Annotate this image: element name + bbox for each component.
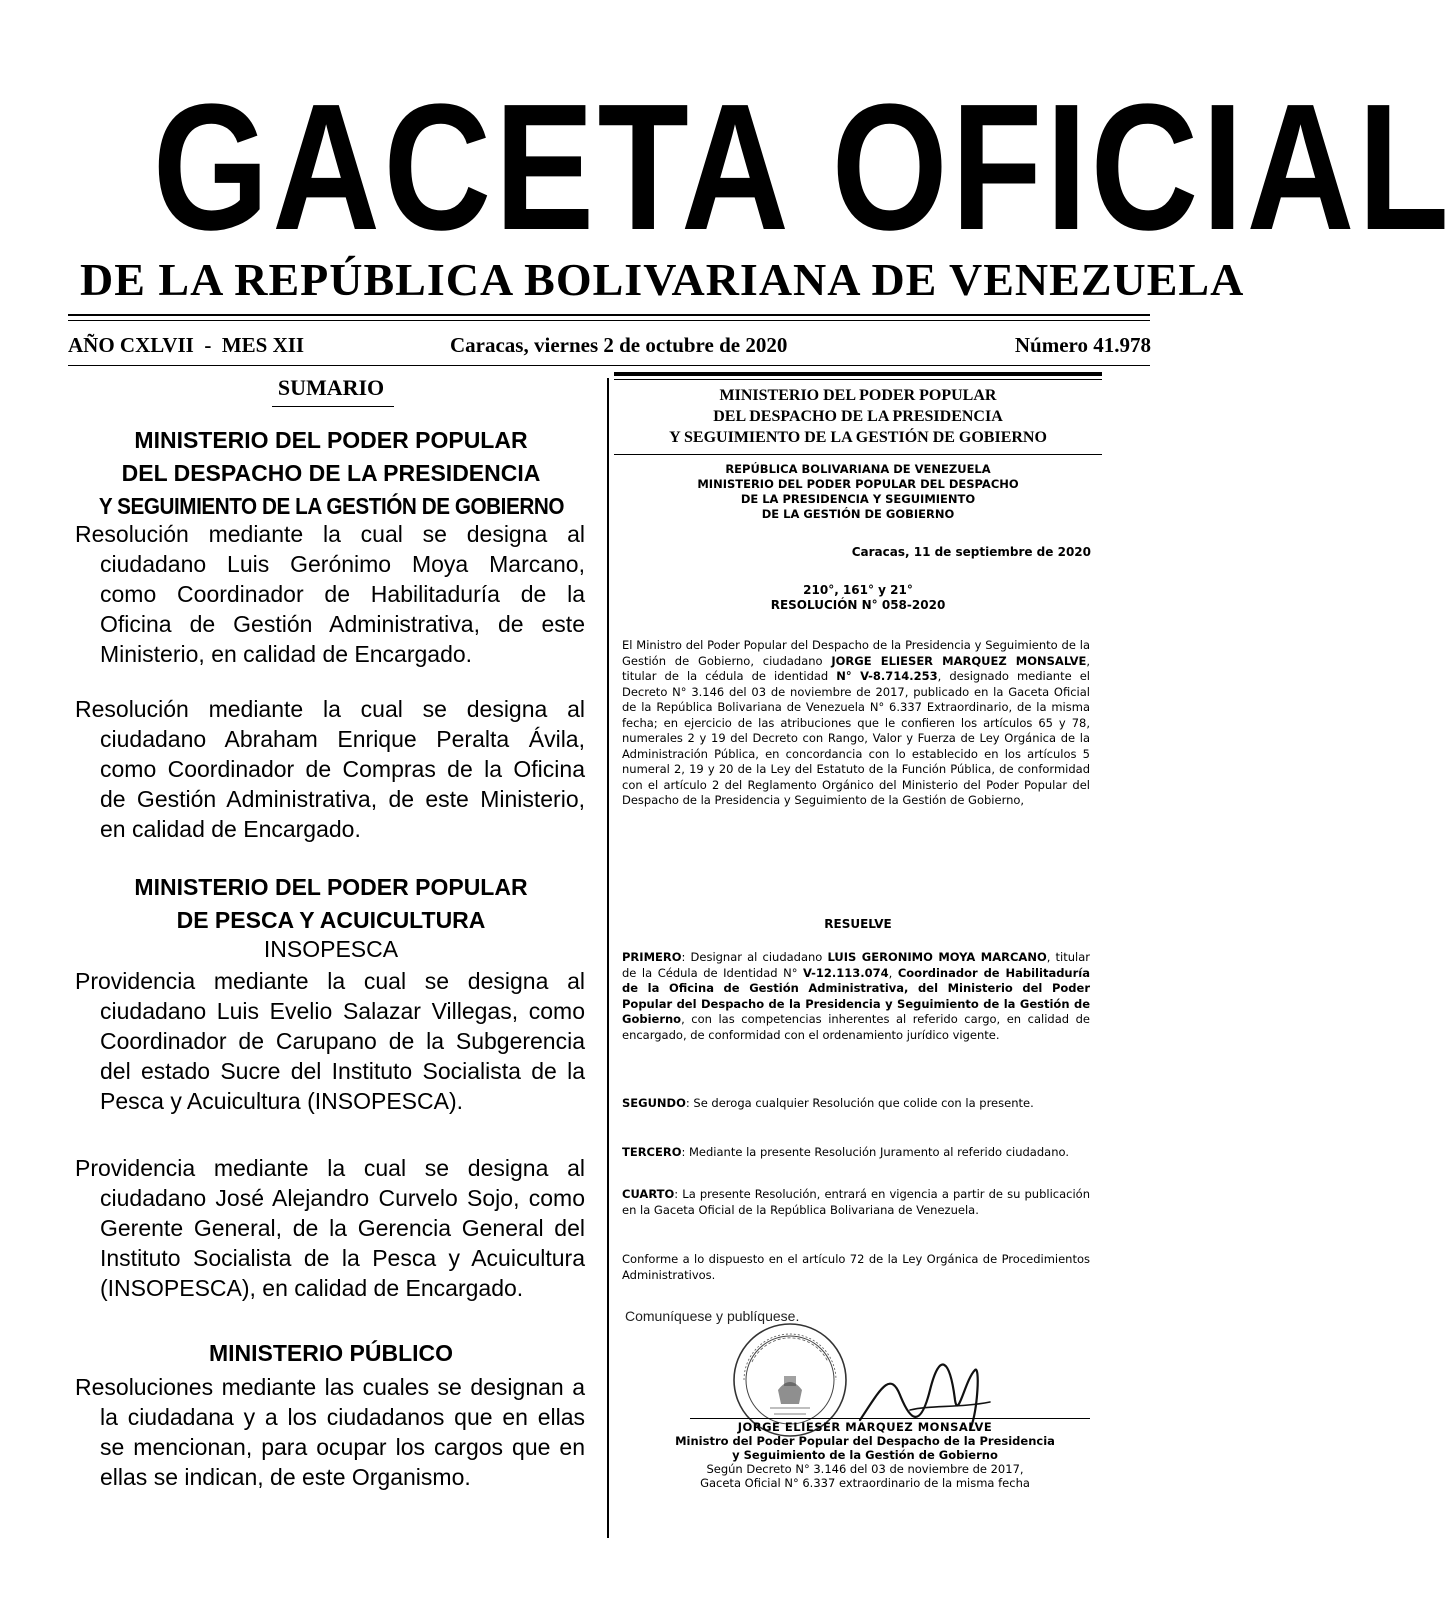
article-text: : Designar al ciudadano: [681, 950, 828, 964]
heading-line: MINISTERIO PÚBLICO: [208, 1340, 454, 1366]
heading-line: MINISTERIO DEL PODER POPULAR: [134, 874, 528, 900]
sumario-entry: Providencia mediante la cual se designa al ciudadano Luis Evelio Salazar Villegas, como Coordinador de Carupano de la Subgerencia del estado Sucre del Instituto Socialista de la Pesca y Acuicultura (INSOPESCA).: [75, 968, 585, 1114]
resuelve-heading: RESUELVE: [824, 917, 892, 931]
signer-decree: Gaceta Oficial N° 6.337 extraordinario de la misma fecha: [700, 1476, 1030, 1490]
header-rule-bottom: [68, 365, 1150, 366]
sumario-entry: Resolución mediante la cual se designa al ciudadano Luis Gerónimo Moya Marcano, como Coordinador de Habilitaduría de la Oficina de Gestión Administrativa, de este Ministerio, en calidad de Encargado.: [75, 521, 585, 667]
sumario-title: SUMARIO: [277, 375, 385, 400]
article-text: , titular de la Cédula de Identidad N°: [622, 950, 1090, 980]
article-label: TERCERO: [622, 1145, 682, 1159]
signature-line: [690, 1418, 1090, 1419]
section-heading-presidencia: [68, 424, 594, 523]
section-subheading-insopesca: INSOPESCA: [263, 936, 399, 962]
column-divider: [607, 378, 609, 1538]
conforme-paragraph: Conforme a lo dispuesto en el artículo 72 de la Ley Orgánica de Procedimientos Administrativos.: [622, 1252, 1090, 1282]
sumario-underline: [272, 406, 394, 407]
minister-name: JORGE ELIESER MARQUEZ MONSALVE: [831, 653, 1087, 668]
resolution-preamble: [622, 638, 1090, 809]
header-line: DE LA GESTIÓN DE GOBIERNO: [761, 507, 955, 521]
header-line: REPÚBLICA BOLIVARIANA DE VENEZUELA: [725, 462, 991, 476]
appointee-id: V-12.113.074: [803, 965, 889, 980]
resolution-number: RESOLUCIÓN N° 058-2020: [770, 598, 946, 612]
article-text: : Se deroga cualquier Resolución que colide con la presente.: [685, 1096, 1034, 1110]
article-segundo: [622, 1096, 1090, 1112]
sumario-entry: Resolución mediante la cual se designa al ciudadano Abraham Enrique Peralta Ávila, como Coordinador de Compras de la Oficina de Gestión Administrativa, de este Ministerio, en calidad de Encargado.: [75, 696, 585, 842]
header-line: DE LA PRESIDENCIA Y SEGUIMIENTO: [740, 492, 976, 506]
article-text: , con las competencias inherentes al referido cargo, en calidad de encargado, de conformidad con el ordenamiento jurídico vigente.: [622, 1012, 1090, 1042]
sumario-entry: Providencia mediante la cual se designa al ciudadano José Alejandro Curvelo Sojo, como Gerente General, de la Gerencia General del Instituto Socialista de la Pesca y Acuicultura (INSOPESCA), en calidad de Encargado.: [75, 1155, 585, 1301]
resolution-number-block: [614, 583, 1102, 613]
heading-line: DEL DESPACHO DE LA PRESIDENCIA: [121, 460, 541, 486]
issue-date: Caracas, viernes 2 de octubre de 2020: [450, 333, 788, 357]
signer-name: JORGE ELIESER MARQUEZ MONSALVE: [737, 1420, 993, 1434]
appointee-name: LUIS GERONIMO MOYA MARCANO: [827, 950, 1047, 964]
issue-number: Número 41.978: [1014, 333, 1151, 357]
resolution-rule-bottom: [614, 454, 1102, 455]
header-line: MINISTERIO DEL PODER POPULAR DEL DESPACHO: [697, 477, 1019, 491]
ministry-line: MINISTERIO DEL PODER POPULAR: [719, 387, 997, 404]
signer-title: Ministro del Poder Popular del Despacho de la Presidencia: [675, 1434, 1055, 1448]
article-cuarto: [622, 1187, 1090, 1218]
article-label: CUARTO: [622, 1187, 675, 1201]
section-heading-pesca: [68, 871, 594, 937]
masthead-title: GACETA OFICIAL: [152, 67, 1452, 268]
sumario-entry: Resoluciones mediante las cuales se designan a la ciudadana y a los ciudadanos que en ellas se mencionan, para ocupar los cargos que en ellas se indican, de este Organismo.: [75, 1374, 585, 1490]
preamble-text: , designado mediante el Decreto N° 3.146 del 03 de noviembre de 2017, publicado en la Gaceta Oficial de la República Bolivariana de Venezuela N° 6.337 Extraordinario, de la misma fecha; en ejercicio de las atribuciones que le confieren los artículos 65 y 78, numerales 2 y 19 del Decreto con Rango, Valor y Fuerza de Ley Orgánica de la Administración Pública, en concordancia con lo establecido en los artículos 5 numeral 2, 19 y 20 de la Ley del Estatuto de la Función Pública, de conformidad con el artículo 2 del Reglamento Orgánico del Ministerio del Poder Popular del Despacho de la Presidencia y Seguimiento de la Gestión de Gobierno,: [622, 669, 1090, 807]
header-rule-top: [68, 314, 1150, 316]
resolution-rule-thick: [614, 372, 1102, 376]
comuniquese-text: Comuníquese y publíquese.: [625, 1308, 800, 1324]
masthead-subtitle: DE LA REPÚBLICA BOLIVARIANA DE VENEZUELA: [80, 254, 1245, 305]
article-tercero: [622, 1145, 1090, 1161]
article-label: SEGUNDO: [622, 1096, 686, 1110]
ministry-line: Y SEGUIMIENTO DE LA GESTIÓN DE GOBIERNO: [669, 429, 1047, 446]
article-text: ,: [888, 965, 898, 980]
article-text: : La presente Resolución, entrará en vigencia a partir de su publicación en la Gaceta Oficial de la República Bolivariana de Venezuela.: [622, 1187, 1090, 1217]
resolution-header: [614, 462, 1102, 522]
heading-line: Y SEGUIMIENTO DE LA GESTIÓN DE GOBIERNO: [98, 493, 564, 519]
resolution-place-date: Caracas, 11 de septiembre de 2020: [851, 545, 1091, 559]
ministry-line: DEL DESPACHO DE LA PRESIDENCIA: [713, 408, 1003, 425]
heading-line: DE PESCA Y ACUICULTURA: [176, 907, 486, 933]
resolution-rule-thin: [614, 379, 1102, 380]
heading-line: MINISTERIO DEL PODER POPULAR: [134, 427, 528, 453]
appointee-position: Coordinador de Habilitaduría de la Oficina de Gestión Administrativa, del Ministerio del Poder Popular del Despacho de la Presidencia y Seguimiento de la Gestión de Gobierno: [622, 965, 1090, 1026]
article-label: PRIMERO: [622, 950, 682, 964]
signer-decree: Según Decreto N° 3.146 del 03 de noviembre de 2017,: [706, 1462, 1024, 1476]
minister-id: N° V-8.714.253: [836, 669, 938, 683]
preamble-text: El Ministro del Poder Popular del Despacho de la Presidencia y Seguimiento de la Gestión de Gobierno, ciudadano: [622, 638, 1090, 668]
resolution-years: 210°, 161° y 21°: [803, 583, 913, 597]
signer-title: y Seguimiento de la Gestión de Gobierno: [732, 1448, 998, 1462]
issue-year-month: AÑO CXLVII - MES XII: [68, 333, 305, 357]
article-primero: [622, 950, 1090, 1043]
preamble-text: , titular de la cédula de identidad: [622, 653, 1090, 683]
article-text: : Mediante la presente Resolución Juramento al referido ciudadano.: [681, 1145, 1069, 1159]
header-rule-top-thin: [68, 320, 1150, 321]
signer-block: [620, 1420, 1110, 1490]
resolution-ministry-heading: [614, 385, 1102, 448]
section-heading-ministerio-publico: [68, 1337, 594, 1370]
